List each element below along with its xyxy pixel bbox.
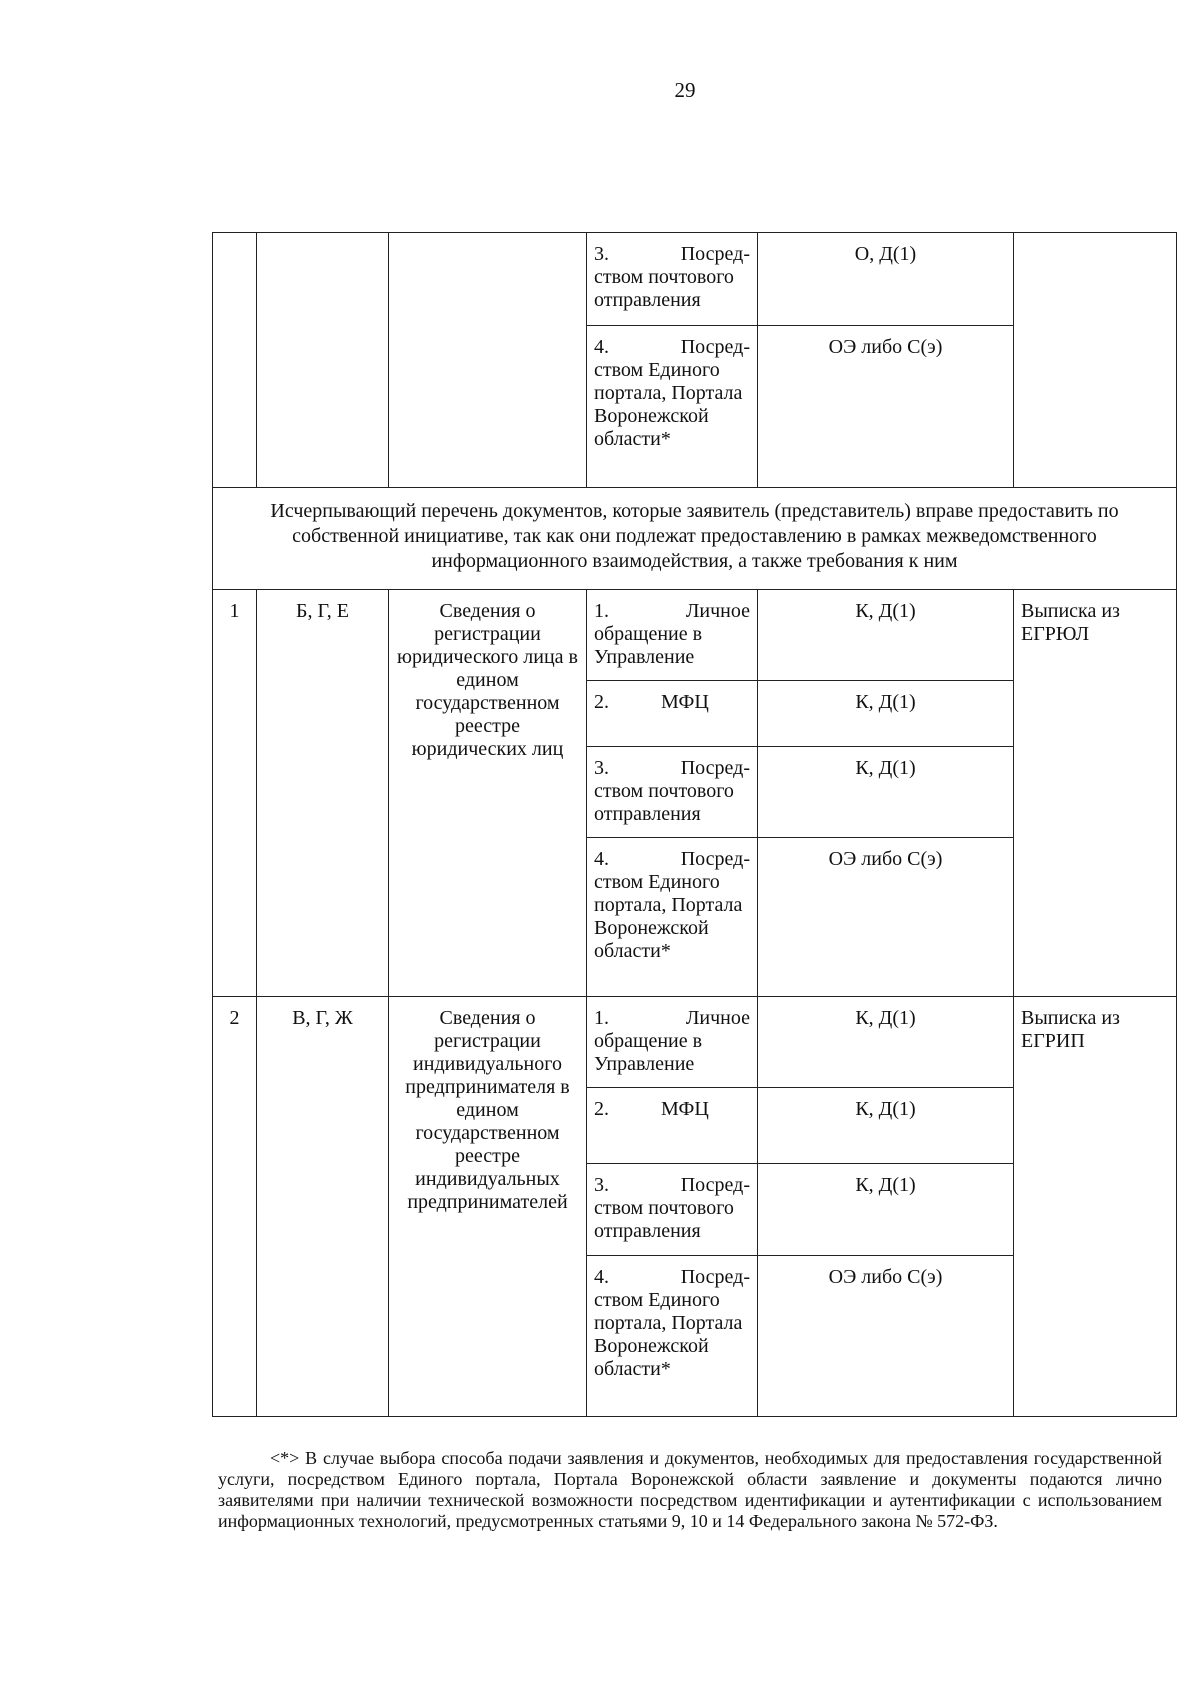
document-form-cell: К, Д(1) — [758, 1088, 1014, 1164]
row-number-cell: 1 — [213, 590, 257, 997]
method-text: обращение в Управление — [594, 1030, 703, 1075]
method-lead: Посред- — [680, 1266, 750, 1288]
submission-method-cell — [587, 997, 758, 1088]
method-text: обращение в Управление — [594, 623, 703, 668]
result-cell: Выписка из ЕГРИП — [1014, 997, 1177, 1417]
document-form-cell: О, Д(1) — [758, 233, 1014, 326]
footnote: <*> В случае выбора способа подачи заявления и документов, необходимых для предоставления государственной услуги, посредством Единого портала, Портала Воронежской области заявление и документы подаются лично заявителями при наличии технической возможности посредством идентификации и аутентификации с использованием информационных технологий, предусмотренных статьями 9, 10 и 14 Федерального закона № 572-ФЗ. — [218, 1448, 1162, 1531]
document-name-cell: Сведения о регистрации индивидуального предпринимателя в едином государственном реестре индивидуальных предпринимателей — [389, 997, 587, 1417]
method-number: 1. — [594, 1007, 609, 1029]
method-text: ством почтового отправления — [594, 1197, 734, 1242]
category-cell: Б, Г, Е — [257, 590, 389, 997]
table-row — [213, 997, 1177, 1088]
method-lead: МФЦ — [661, 691, 709, 713]
submission-method-cell — [587, 326, 758, 488]
method-lead: Посред- — [680, 757, 750, 779]
submission-method-cell — [587, 681, 758, 747]
submission-method-cell — [587, 1088, 758, 1164]
submission-method-cell — [587, 233, 758, 326]
category-cell: В, Г, Ж — [257, 997, 389, 1417]
documents-table — [212, 232, 1177, 1417]
category-cell — [257, 233, 389, 488]
method-lead: Посред- — [680, 336, 750, 358]
method-text: ством почтового отправления — [594, 266, 734, 311]
method-number: 2. — [594, 1098, 609, 1120]
row-number-cell: 2 — [213, 997, 257, 1417]
document-form-cell: К, Д(1) — [758, 747, 1014, 838]
submission-method-cell — [587, 838, 758, 997]
document-form-cell: К, Д(1) — [758, 681, 1014, 747]
section-header-row — [213, 488, 1177, 590]
document-name-cell — [389, 233, 587, 488]
row-number-cell — [213, 233, 257, 488]
document-form-cell: ОЭ либо С(э) — [758, 1256, 1014, 1417]
table-row — [213, 233, 1177, 326]
method-number: 3. — [594, 757, 609, 779]
method-text: ством Единого портала, Портала Воронежской области* — [594, 1289, 743, 1380]
method-number: 4. — [594, 1266, 609, 1288]
table-row — [213, 590, 1177, 681]
method-text: ством Единого портала, Портала Воронежской области* — [594, 359, 743, 450]
method-lead: Посред- — [680, 243, 750, 265]
document-name-cell: Сведения о регистрации юридического лица в едином государственном реестре юридических лиц — [389, 590, 587, 997]
method-lead: Посред- — [680, 848, 750, 870]
document-form-cell: К, Д(1) — [758, 590, 1014, 681]
result-cell — [1014, 233, 1177, 488]
document-form-cell: К, Д(1) — [758, 997, 1014, 1088]
method-number: 3. — [594, 243, 609, 265]
method-lead: Личное — [685, 600, 750, 622]
result-cell: Выписка из ЕГРЮЛ — [1014, 590, 1177, 997]
method-number: 1. — [594, 600, 609, 622]
document-form-cell: ОЭ либо С(э) — [758, 838, 1014, 997]
method-number: 4. — [594, 336, 609, 358]
submission-method-cell — [587, 590, 758, 681]
method-number: 2. — [594, 691, 609, 713]
method-number: 3. — [594, 1174, 609, 1196]
method-text: ством Единого портала, Портала Воронежской области* — [594, 871, 743, 962]
method-text: ством почтового отправления — [594, 780, 734, 825]
method-number: 4. — [594, 848, 609, 870]
method-lead: МФЦ — [661, 1098, 709, 1120]
page-number: 29 — [674, 78, 696, 102]
submission-method-cell — [587, 1256, 758, 1417]
method-lead: Посред- — [680, 1174, 750, 1196]
submission-method-cell — [587, 747, 758, 838]
submission-method-cell — [587, 1164, 758, 1256]
document-form-cell: ОЭ либо С(э) — [758, 326, 1014, 488]
document-form-cell: К, Д(1) — [758, 1164, 1014, 1256]
section-header: Исчерпывающий перечень документов, которые заявитель (представитель) вправе предоставить по собственной инициативе, так как они подлежат предоставлению в рамках межведомственного информационного взаимодействия, а также требования к ним — [213, 488, 1177, 590]
method-lead: Личное — [685, 1007, 750, 1029]
